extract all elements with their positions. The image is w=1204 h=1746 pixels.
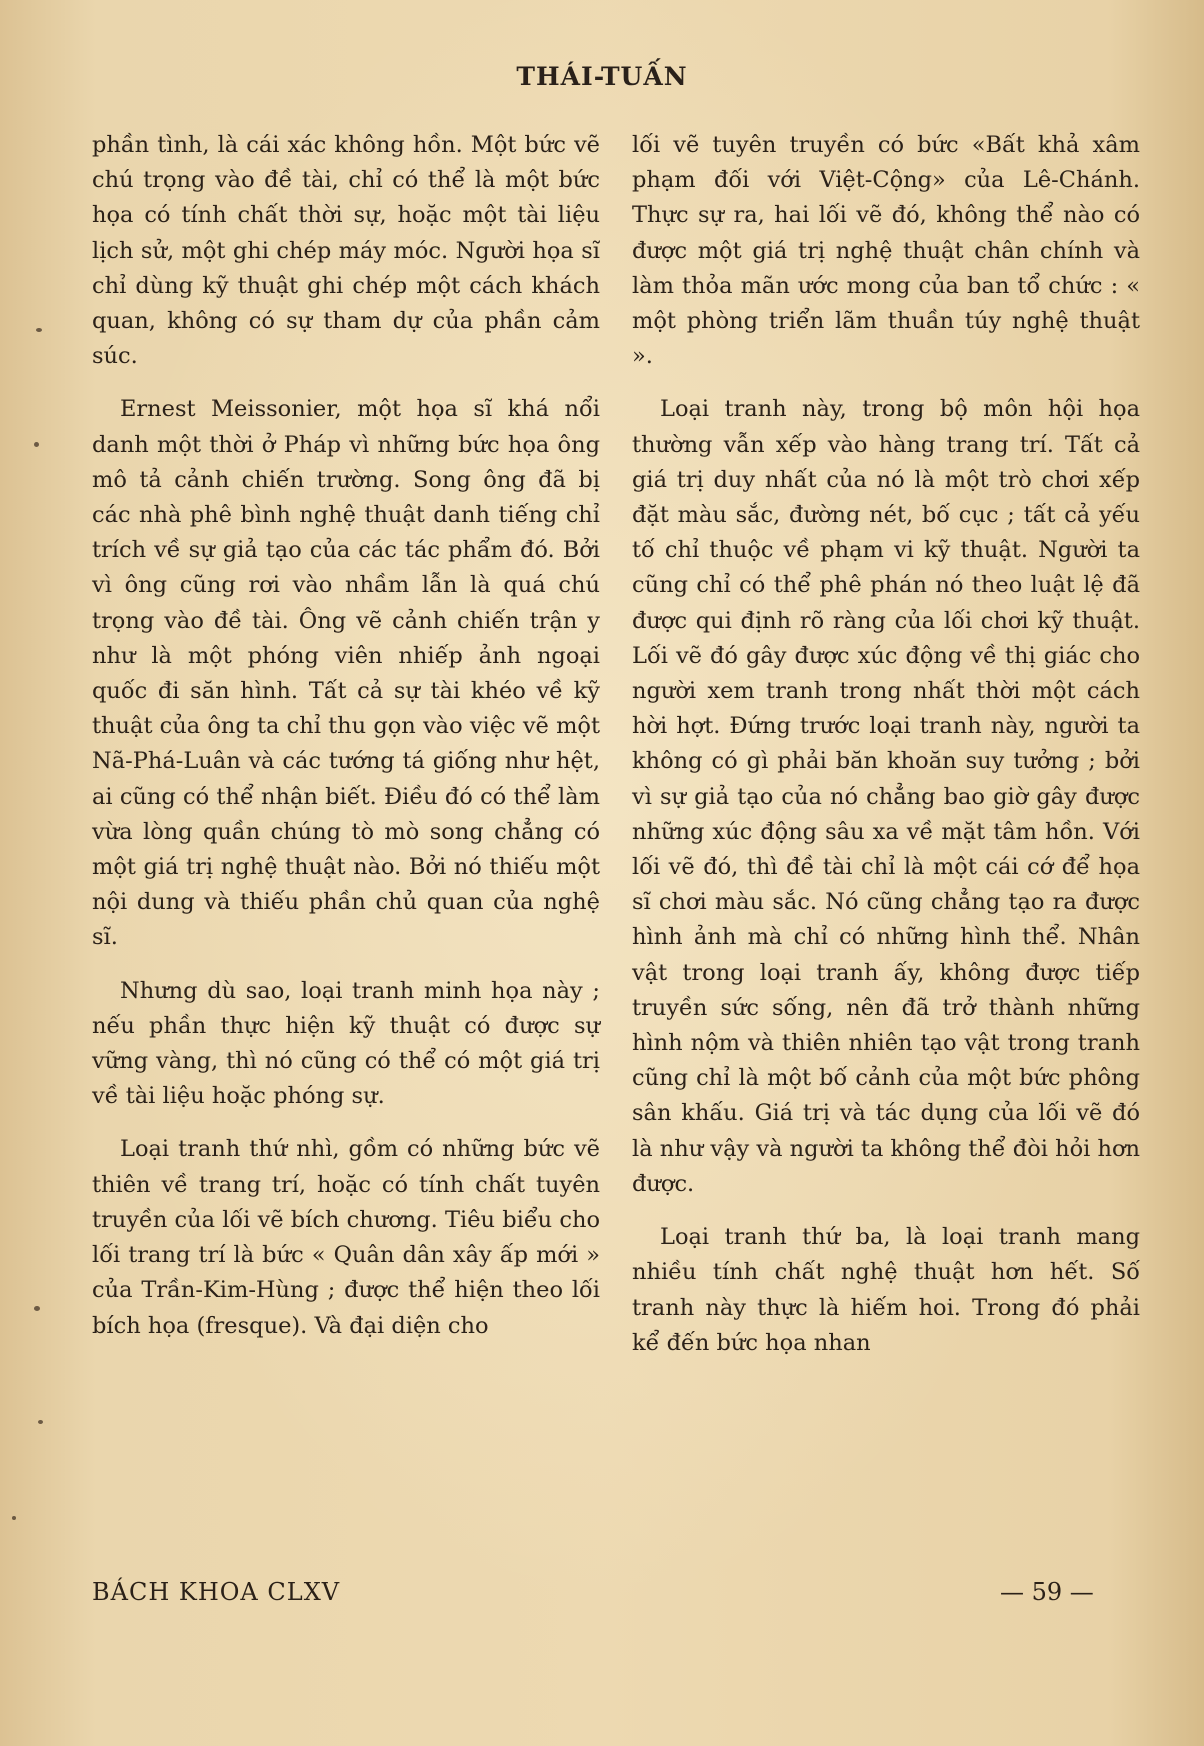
paragraph: Loại tranh này, trong bộ môn hội họa thường vẫn xếp vào hàng trang trí. Tất cả giá trị duy nhất của nó là một trò chơi xếp đặt màu sắc, đường nét, bố cục ; tất cả yếu tố chỉ thuộc về phạm vi kỹ thuật. Người ta cũng chỉ có thể phê phán nó theo luật lệ đã được qui định rõ ràng của lối chơi kỹ thuật. Lối vẽ đó gây được xúc động về thị giác cho người xem tranh trong nhất thời một cách hời hợt. Đứng trước loại tranh này, người ta không có gì phải băn khoăn suy tưởng ; bởi vì sự giả tạo của nó chẳng bao giờ gây được những xúc động sâu xa về mặt tâm hồn. Với lối vẽ đó, thì đề tài chỉ là một cái cớ để họa sĩ chơi màu sắc. Nó cũng chẳng tạo ra được hình ảnh mà chỉ có những hình thể. Nhân vật trong loại tranh ấy, không được tiếp truyền sức sống, nên đã trở thành những hình nộm và thiên nhiên tạo vật trong tranh cũng chỉ là một bố cảnh của một bức phông sân khấu. Giá trị và tác dụng của lối vẽ đó là như vậy và người ta không thể đòi hỏi hơn được. [632,396,1140,1197]
paragraph: Loại tranh thứ ba, là loại tranh mang nhiều tính chất nghệ thuật hơn hết. Số tranh này thực là hiếm hoi. Trong đó phải kể đến bức họa nhan [632,1224,1140,1356]
paper-speck [36,328,42,332]
page-number: — 59 — [1000,1578,1094,1606]
paragraph: Ernest Meissonier, một họa sĩ khá nổi danh một thời ở Pháp vì những bức họa ông mô tả cảnh chiến trường. Song ông đã bị các nhà phê bình nghệ thuật danh tiếng chỉ trích về sự giả tạo của các tác phẩm đó. Bởi vì ông cũng rơi vào nhầm lẫn là quá chú trọng vào đề tài. Ông vẽ cảnh chiến trận y như là một phóng viên nhiếp ảnh ngoại quốc đi săn hình. Tất cả sự tài khéo về kỹ thuật của ông ta chỉ thu gọn vào việc vẽ một Nã-Phá-Luân và các tướng tá giống như hệt, ai cũng có thể nhận biết. Điều đó có thể làm vừa lòng quần chúng tò mò song chẳng có một giá trị nghệ thuật nào. Bởi nó thiếu một nội dung và thiếu phần chủ quan của nghệ sĩ. [92,396,600,951]
paper-speck [38,1420,43,1424]
running-header: THÁI-TUẤN [516,62,688,91]
paragraph: lối vẽ tuyên truyền có bức «Bất khả xâm phạm đối với Việt-Cộng» của Lê-Chánh. Thực sự ra, hai lối vẽ đó, không thể nào có được một giá trị nghệ thuật chân chính và làm thỏa mãn ước mong của ban tổ chức : « một phòng triển lãm thuần túy nghệ thuật ». [632,132,1140,370]
paragraph: phần tình, là cái xác không hồn. Một bức vẽ chú trọng vào đề tài, chỉ có thể là một bức họa có tính chất thời sự, hoặc một tài liệu lịch sử, một ghi chép máy móc. Người họa sĩ chỉ dùng kỹ thuật ghi chép một cách khách quan, không có sự tham dự của phần cảm súc. [92,132,600,370]
paragraph: Loại tranh thứ nhì, gồm có những bức vẽ thiên về trang trí, hoặc có tính chất tuyên truyền của lối vẽ bích chương. Tiêu biểu cho lối trang trí là bức « Quân dân xây ấp mới » của Trần-Kim-Hùng ; được thể hiện theo lối bích họa (fresque). Và đại diện cho [92,1136,600,1339]
paper-speck [12,1516,16,1520]
right-column [632,128,1140,1379]
paper-speck [34,442,39,447]
paragraph: Nhưng dù sao, loại tranh minh họa này ; nếu phần thực hiện kỹ thuật có được sự vững vàng, thì nó cũng có thể có một giá trị về tài liệu hoặc phóng sự. [92,977,600,1110]
publication-footer: BÁCH KHOA CLXV [92,1578,341,1606]
paper-speck [34,1306,40,1311]
left-column [92,128,600,1362]
